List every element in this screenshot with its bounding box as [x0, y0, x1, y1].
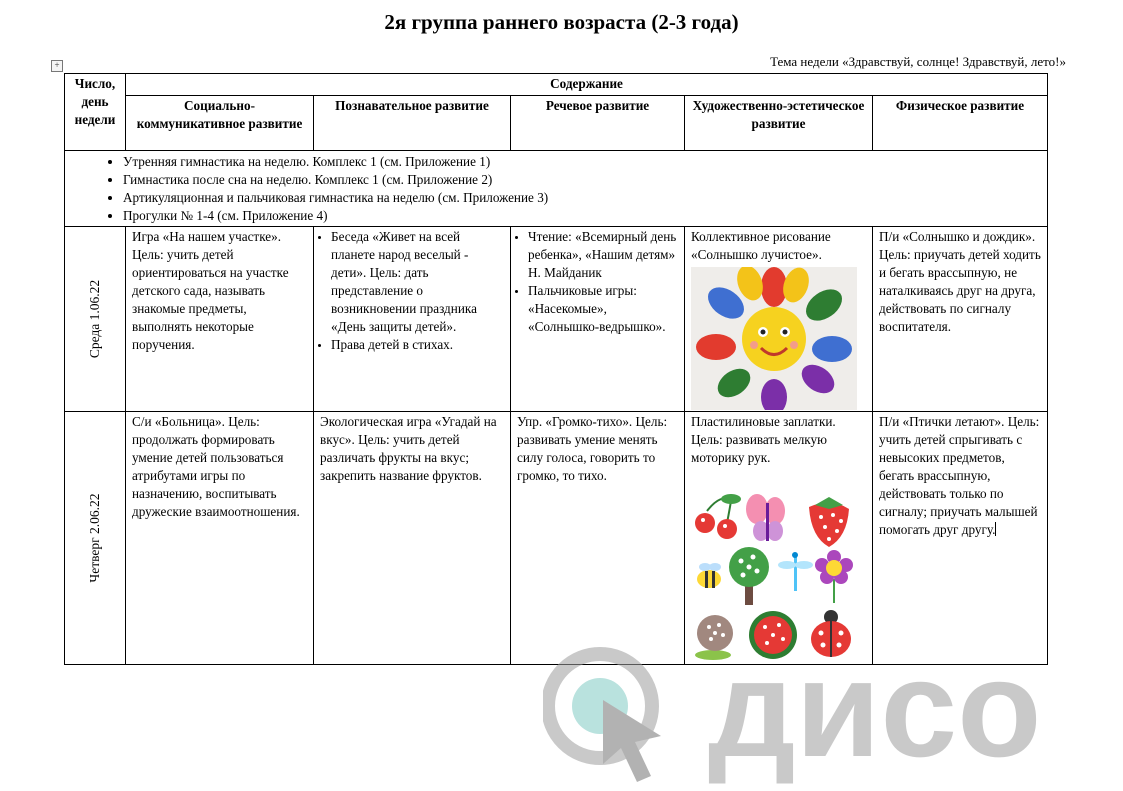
cell-text: П/и «Солнышко и дождик». Цель: приучать детей ходить и бегать врассыпную, не наталкиваясь друг на друга, действовать по сигналу воспитателя.	[879, 229, 1041, 334]
list-item: • Чтение: «Всемирный день ребенка», «Нашим детям» Н. Майданик	[528, 228, 678, 282]
cell-text: Коллективное рисование «Солнышко лучистое».	[691, 229, 831, 262]
sun-handprint-drawing	[691, 267, 857, 410]
plan-table	[64, 73, 1048, 665]
general-item: • Артикуляционная и пальчиковая гимнастика на неделю (см. Приложение 3)	[123, 189, 1041, 207]
header-speech: Речевое развитие	[511, 96, 685, 151]
cell-text: Игра «На нашем участке». Цель: учить детей ориентироваться на участке детского сада, называть знакомые предметы, выполнять некоторые поручения.	[132, 229, 289, 352]
cell-text	[879, 413, 1041, 539]
cell-text-content: П/и «Птички летают». Цель: учить детей спрыгивать с невысоких предметов, бегать врассыпную, действовать только по сигналу; приучать малышей помогать друг другу.	[879, 414, 1040, 537]
header-art: Художественно-эстетическое развитие	[685, 96, 873, 151]
header-date-column: Число, день недели	[65, 74, 126, 151]
header-physical: Физическое развитие	[873, 96, 1048, 151]
general-item: • Прогулки № 1-4 (см. Приложение 4)	[123, 207, 1041, 225]
strawberry-icon	[809, 497, 849, 547]
cherries-icon	[695, 494, 741, 539]
cell-physical	[873, 227, 1048, 412]
table-move-icon[interactable]: +	[51, 60, 63, 72]
plasticine-patch-crafts	[691, 493, 857, 663]
day-cell-wednesday	[65, 227, 126, 412]
week-theme: Тема недели «Здравствуй, солнце! Здравствуй, лето!»	[770, 54, 1066, 69]
document-title: 2я группа раннего возраста (2-3 года)	[384, 10, 739, 34]
list-item: • Права детей в стихах.	[331, 336, 504, 354]
cell-speech	[511, 227, 685, 412]
general-item: • Утренняя гимнастика на неделю. Комплекс 1 (см. Приложение 1)	[123, 153, 1041, 171]
text-cursor	[995, 522, 996, 536]
cell-text: Упр. «Громко-тихо». Цель: развивать умение менять силу голоса, говорить то громко, то тихо.	[517, 414, 668, 483]
general-activities	[65, 151, 1048, 227]
disco-logo-icon	[543, 640, 1103, 790]
cell-cognitive	[314, 227, 511, 412]
day-cell-thursday	[65, 412, 126, 665]
cell-text: Экологическая игра «Угадай на вкус». Цель: учить детей различать фрукты на вкус; закрепить название фруктов.	[320, 414, 497, 483]
bee-icon	[697, 563, 721, 588]
header-cognitive: Познавательное развитие	[314, 96, 511, 151]
list-item: • Беседа «Живет на всей планете народ веселый - дети». Цель: дать представление о возникновении праздника «День защиты детей».	[331, 228, 504, 336]
tree-icon	[729, 547, 769, 605]
cell-text: Пластилиновые заплатки. Цель: развивать мелкую моторику рук.	[691, 414, 836, 465]
cell-physical	[873, 412, 1048, 665]
watermark-text: дисо	[708, 640, 1042, 786]
cell-cognitive	[314, 412, 511, 665]
header-social: Социально-коммуникативное развитие	[126, 96, 314, 151]
list-item: • Пальчиковые игры: «Насекомые», «Солнышко-ведрышко».	[528, 282, 678, 336]
cell-social	[126, 412, 314, 665]
cell-speech	[511, 412, 685, 665]
dragonfly-icon	[778, 552, 813, 591]
cell-social	[126, 227, 314, 412]
cell-text: С/и «Больница». Цель: продолжать формировать умение детей пользоваться атрибутами игры по назначению, воспитывать дружеские взаимоотношения.	[132, 414, 300, 519]
header-content: Содержание	[126, 74, 1048, 96]
cell-art	[685, 227, 873, 412]
flower-icon	[815, 550, 853, 603]
butterfly-icon	[746, 494, 785, 541]
day-label: Среда 1.06.22	[87, 279, 102, 359]
day-label: Четверг 2.06.22	[87, 493, 102, 583]
general-item: • Гимнастика после сна на неделю. Комплекс 1 (см. Приложение 2)	[123, 171, 1041, 189]
cell-art	[685, 412, 873, 665]
